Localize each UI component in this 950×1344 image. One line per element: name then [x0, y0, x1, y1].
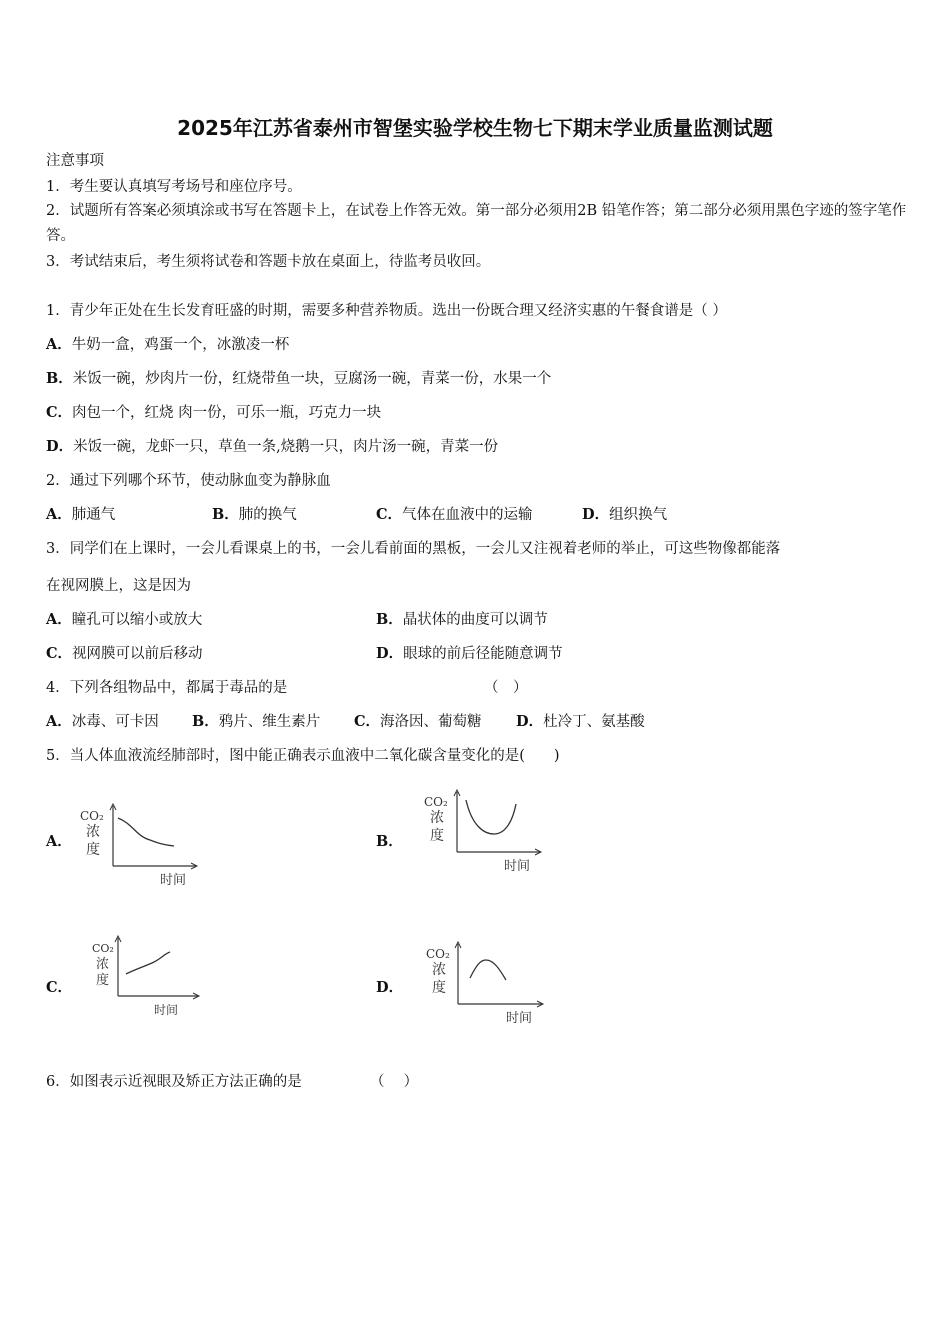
exam-title: 2025年江苏省泰州市智堡实验学校生物七下期末学业质量监测试题 — [177, 116, 773, 140]
question-4-option-d[interactable]: D．杜冷丁、氨基酸 — [516, 713, 645, 730]
notice-heading: 注意事项 — [46, 153, 104, 169]
question-5-option-d-graph[interactable] — [422, 940, 546, 1028]
question-3-stem-line-2: 在视网膜上，这是因为 — [46, 578, 191, 594]
question-2-option-d[interactable]: D．组织换气 — [582, 506, 668, 523]
notice-item-3: 3．考试结束后，考生须将试卷和答题卡放在桌面上，待监考员收回。 — [46, 254, 491, 270]
question-3-option-b[interactable]: B．晶状体的曲度可以调节 — [376, 611, 548, 628]
graph-co2-label: CO₂ — [426, 947, 450, 961]
curve-arch — [470, 960, 506, 980]
question-4-stem: 4．下列各组物品中，都属于毒品的是 — [46, 680, 288, 696]
question-5-option-c-label[interactable]: C． — [46, 979, 73, 996]
question-2-stem: 2．通过下列哪个环节，使动脉血变为静脉血 — [46, 473, 331, 489]
question-5-option-a-graph[interactable] — [78, 802, 200, 890]
question-5-option-a-label[interactable]: A． — [46, 833, 72, 850]
graph-conc-label-1: 浓 — [432, 962, 446, 978]
graph-conc-label-2: 度 — [96, 973, 110, 988]
graph-conc-label-2: 度 — [430, 828, 444, 844]
curve-u-shape — [466, 800, 516, 834]
notice-item-1: 1．考生要认真填写考场号和座位序号。 — [46, 179, 302, 195]
graph-time-label: 时间 — [504, 859, 531, 874]
question-1-option-b[interactable]: B．米饭一碗，炒肉片一份，红烧带鱼一块，豆腐汤一碗，青菜一份，水果一个 — [46, 370, 552, 387]
question-1-stem: 1．青少年正处在生长发育旺盛的时期，需要多种营养物质。选出一份既合理又经济实惠的午餐食谱是（ ） — [46, 303, 727, 319]
question-5-stem: 5．当人体血液流经肺部时，图中能正确表示血液中二氧化碳含量变化的是( ) — [46, 748, 560, 764]
question-3-option-c[interactable]: C．视网膜可以前后移动 — [46, 645, 203, 662]
question-6-stem: 6．如图表示近视眼及矫正方法正确的是 — [46, 1074, 302, 1090]
curve-increasing — [126, 952, 170, 974]
graph-conc-label-2: 度 — [86, 842, 100, 858]
question-6-answer-blank: （ ） — [370, 1074, 419, 1090]
question-2-option-b[interactable]: B．肺的换气 — [212, 506, 297, 523]
graph-conc-label-1: 浓 — [96, 957, 110, 972]
question-5-option-d-label[interactable]: D． — [376, 979, 404, 996]
graph-time-label: 时间 — [154, 1003, 179, 1017]
question-4-answer-blank: （ ） — [484, 680, 528, 696]
graph-time-label: 时间 — [506, 1011, 533, 1026]
question-4-option-c[interactable]: C．海洛因、葡萄糖 — [354, 713, 482, 730]
graph-time-label: 时间 — [160, 873, 187, 888]
graph-co2-label: CO₂ — [424, 795, 448, 809]
curve-decreasing — [118, 818, 174, 846]
question-4-option-a[interactable]: A．冰毒、可卡因 — [46, 713, 159, 730]
question-4-option-b[interactable]: B．鸦片、维生素片 — [192, 713, 321, 730]
question-5-option-b-label[interactable]: B． — [376, 833, 403, 850]
question-3-stem-line-1: 3．同学们在上课时，一会儿看课桌上的书，一会儿看前面的黑板，一会儿又注视着老师的举止，可这些物像都能落 — [46, 541, 781, 557]
graph-conc-label-1: 浓 — [430, 810, 444, 826]
graph-co2-label: CO₂ — [80, 809, 104, 823]
question-3-option-d[interactable]: D．眼球的前后径能随意调节 — [376, 645, 563, 662]
graph-co2-label: CO₂ — [92, 942, 114, 955]
question-2-option-c[interactable]: C．气体在血液中的运输 — [376, 506, 533, 523]
question-5-option-b-graph[interactable] — [420, 788, 544, 876]
graph-conc-label-2: 度 — [432, 980, 446, 996]
question-3-option-a[interactable]: A．瞳孔可以缩小或放大 — [46, 611, 203, 628]
question-1-option-a[interactable]: A．牛奶一盒，鸡蛋一个，冰激凌一杯 — [46, 336, 290, 353]
question-1-option-d[interactable]: D．米饭一碗，龙虾一只，草鱼一条,烧鹅一只，肉片汤一碗，青菜一份 — [46, 438, 499, 455]
question-1-option-c[interactable]: C．肉包一个，红烧 肉一份，可乐一瓶，巧克力一块 — [46, 404, 382, 421]
question-5-option-c-graph[interactable] — [88, 934, 204, 1022]
notice-item-2: 2．试题所有答案必须填涂或书写在答题卡上，在试卷上作答无效。第一部分必须用2B 铅笔作答；第二部分必须用黑色字迹的签字笔作答。 — [46, 203, 907, 244]
question-2-option-a[interactable]: A．肺通气 — [46, 506, 116, 523]
graph-conc-label-1: 浓 — [86, 824, 100, 840]
